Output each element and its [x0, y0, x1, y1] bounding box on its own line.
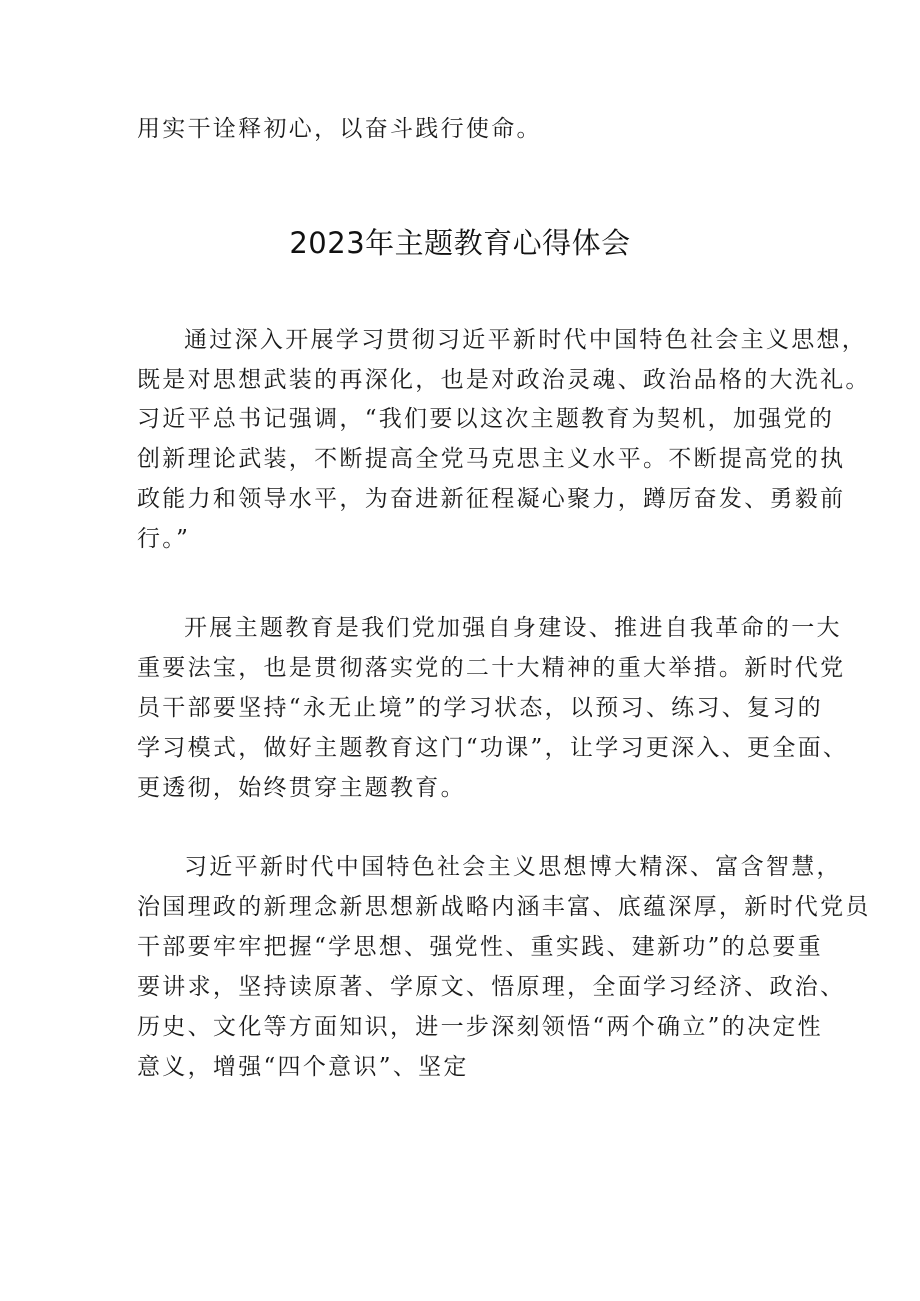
paragraph-line: 创新理论武装，不断提高全党马克思主义水平。不断提高党的执: [137, 446, 846, 472]
paragraph-line: 通过深入开展学习贯彻习近平新时代中国特色社会主义思想，: [184, 327, 868, 353]
paragraph-line: 重要法宝，也是贯彻落实党的二十大精神的重大举措。新时代党: [137, 655, 846, 681]
document-title: 2023年主题教育心得体会: [289, 226, 631, 260]
paragraph-line: 历史、文化等方面知识，进一步深刻领悟“两个确立”的决定性: [137, 1014, 823, 1040]
paragraph-line: 习近平总书记强调，“我们要以这次主题教育为契机，加强党的: [137, 406, 835, 432]
paragraph-line: 更透彻，始终贯穿主题教育。: [137, 775, 466, 801]
paragraph-line: 学习模式，做好主题教育这门“功课”，让学习更深入、更全面、: [137, 735, 849, 761]
paragraph-line: 政能力和领导水平，为奋进新征程凝心聚力，蹲厉奋发、勇毅前: [137, 486, 846, 512]
paragraph-line: 意义，增强“四个意识”、坚定: [137, 1054, 469, 1080]
paragraph-line: 员干部要坚持“永无止境”的学习状态，以预习、练习、复习的: [137, 695, 823, 721]
paragraph-line: 习近平新时代中国特色社会主义思想博大精深、富含智慧，: [184, 854, 842, 880]
lead-line: 用实干诠释初心，以奋斗践行使命。: [137, 116, 542, 142]
paragraph-line: 既是对思想武装的再深化，也是对政治灵魂、政治品格的大洗礼。: [137, 367, 871, 393]
paragraph-line: 开展主题教育是我们党加强自身建设、推进自我革命的一大: [184, 615, 842, 641]
paragraph-line: 要讲求，坚持读原著、学原文、悟原理，全面学习经济、政治、: [137, 974, 846, 1000]
paragraph-line: 行。”: [137, 526, 191, 552]
paragraph-line: 干部要牢牢把握“学思想、强党性、重实践、建新功”的总要重: [137, 934, 823, 960]
paragraph-line: 治国理政的新理念新思想新战略内涵丰富、底蕴深厚，新时代党员: [137, 894, 871, 920]
